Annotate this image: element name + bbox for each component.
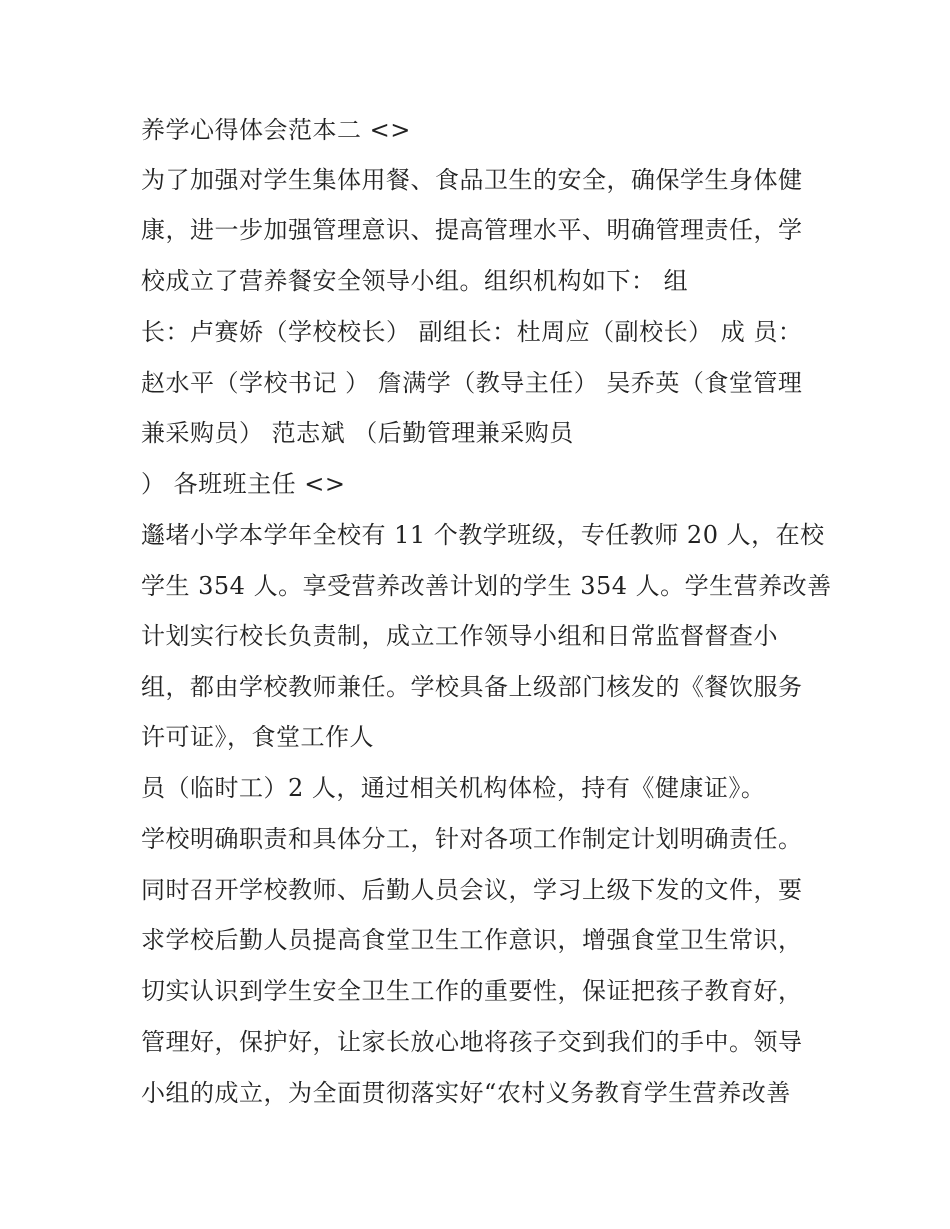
text-line: 邎堵小学本学年全校有 11 个教学班级，专任教师 20 人，在校 bbox=[141, 521, 825, 549]
text-line: ） 各班班主任 <> bbox=[141, 470, 346, 498]
text-line: 兼采购员） 范志斌 （后勤管理兼采购员 bbox=[141, 419, 574, 447]
text-line: 切实认识到学生安全卫生工作的重要性，保证把孩子教育好， bbox=[141, 977, 803, 1005]
text-line: 校成立了营养餐安全领导小组。组织机构如下： 组 bbox=[141, 267, 689, 295]
text-line: 学校明确职责和具体分工，针对各项工作制定计划明确责任。 bbox=[141, 825, 803, 853]
document-title: 养学心得体会范本二 <> bbox=[141, 116, 411, 144]
text-line: 长：卢赛娇（学校校长） 副组长：杜周应（副校长） 成 员： bbox=[141, 318, 803, 346]
text-line: 赵水平（学校书记 ） 詹满学（教导主任） 吴乔英（食堂管理 bbox=[141, 369, 803, 397]
text-line: 计划实行校长负责制，成立工作领导小组和日常监督督查小 bbox=[141, 622, 778, 650]
text-line: 学生 354 人。享受营养改善计划的学生 354 人。学生营养改善 bbox=[141, 572, 832, 600]
text-line: 小组的成立，为全面贯彻落实好“农村义务教育学生营养改善 bbox=[141, 1079, 791, 1107]
text-line: 求学校后勤人员提高食堂卫生工作意识，增强食堂卫生常识， bbox=[141, 926, 803, 954]
text-line: 员（临时工）2 人，通过相关机构体检，持有《健康证》。 bbox=[141, 774, 766, 802]
text-line: 同时召开学校教师、后勤人员会议，学习上级下发的文件，要 bbox=[141, 876, 803, 904]
text-line: 康，进一步加强管理意识、提高管理水平、明确管理责任，学 bbox=[141, 216, 803, 244]
text-line: 为了加强对学生集体用餐、食品卫生的安全，确保学生身体健 bbox=[141, 166, 803, 194]
text-line: 组，都由学校教师兼任。学校具备上级部门核发的《餐饮服务 bbox=[141, 673, 803, 701]
text-line: 管理好，保护好，让家长放心地将孩子交到我们的手中。领导 bbox=[141, 1028, 803, 1056]
text-line: 许可证》，食堂工作人 bbox=[141, 723, 374, 751]
